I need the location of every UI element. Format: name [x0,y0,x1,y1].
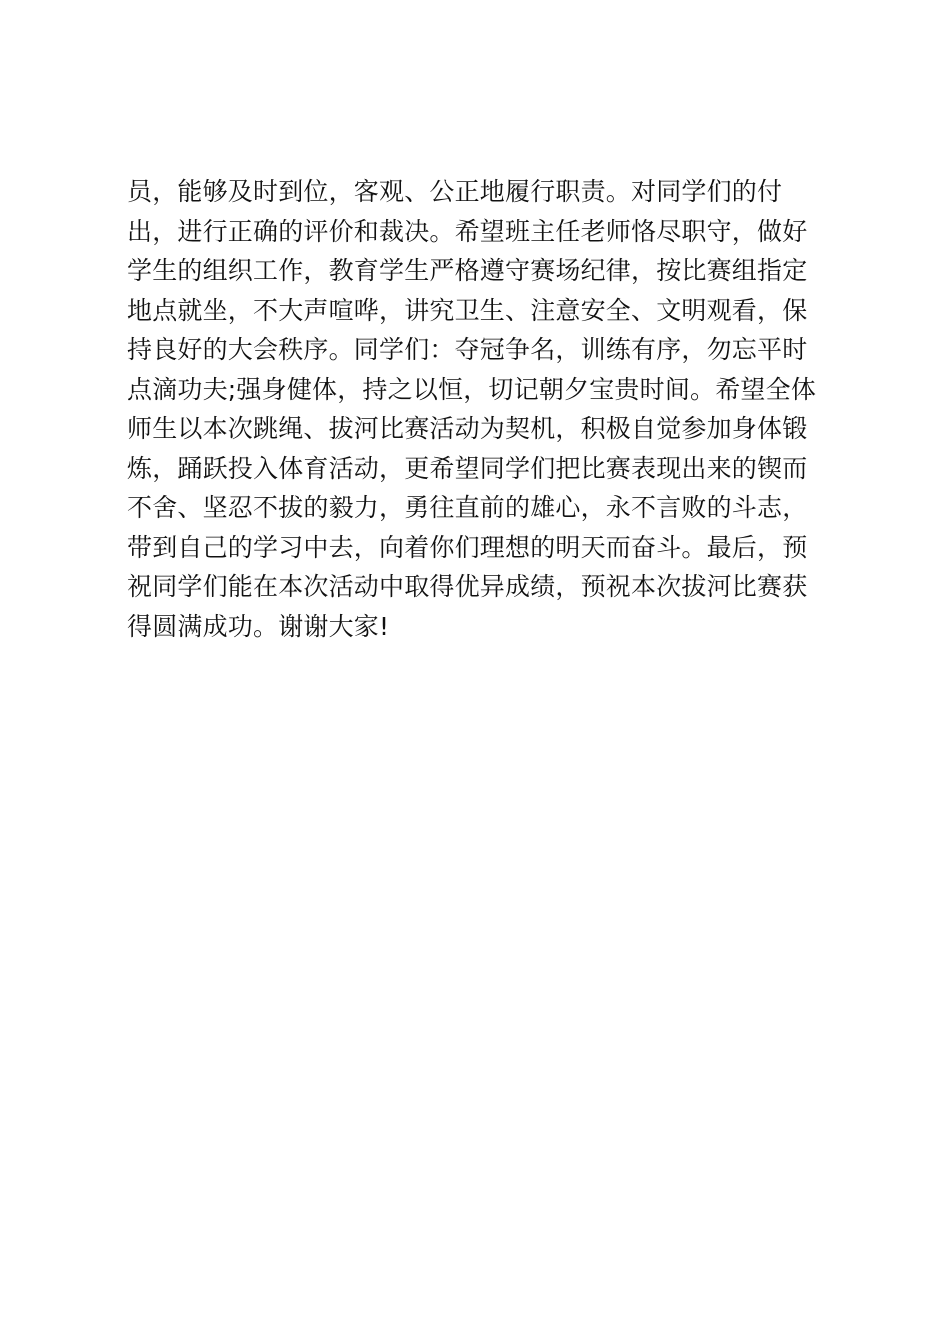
text-line: 员，能够及时到位，客观、公正地履行职责。对同学们的付 [127,177,783,206]
text-line: 点滴功夫;强身健体，持之以恒，切记朝夕宝贵时间。希望全体 [127,374,817,404]
text-line: 得圆满成功。谢谢大家! [127,611,390,641]
text-line: 出，进行正确的评价和裁决。希望班主任老师恪尽职守，做好 [127,216,808,246]
text-line: 祝同学们能在本次活动中取得优异成绩，预祝本次拔河比赛获 [127,572,808,601]
body-paragraph [127,172,827,646]
text-line: 炼，踊跃投入体育活动，更希望同学们把比赛表现出来的锲而 [127,453,808,483]
text-line: 师生以本次跳绳、拔河比赛活动为契机，积极自觉参加身体锻 [127,414,808,443]
text-line: 持良好的大会秩序。同学们：夺冠争名，训练有序，勿忘平时 [127,335,808,364]
text-line: 带到自己的学习中去，向着你们理想的明天而奋斗。最后，预 [127,532,808,562]
text-line: 学生的组织工作，教育学生严格遵守赛场纪律，按比赛组指定 [127,256,808,285]
text-line: 地点就坐，不大声喧哗，讲究卫生、注意安全、文明观看，保 [127,295,808,325]
text-line: 不舍、坚忍不拔的毅力，勇往直前的雄心，永不言败的斗志， [127,493,808,522]
